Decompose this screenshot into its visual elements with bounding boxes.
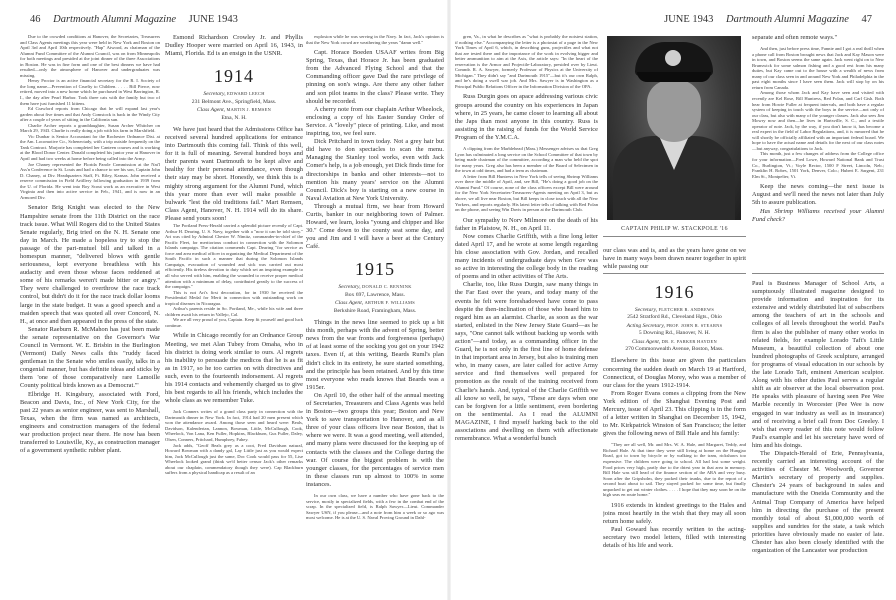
page-gutter: [447, 0, 451, 600]
issue-date-right: JUNE 1943: [664, 14, 714, 25]
right-page-number: 47: [861, 14, 872, 25]
paragraph: The Dispatch-Herald of Erie, Pennsylvania, recently carried an interesting account of the activities of Chester M. Woolworth, Governor Martin's secretary of property and supplies. Chester's 24 years of background in sales and manufacture with the Oneida Community and the Animal Trap Company of America have helped him in directing the purchase of the present monthly total of about $1,000,000 worth of supplies and sundries for the state, a task which priorities have obviously made no easier of late. Chester has also been closely identified with the organization of the Lancaster war production: [752, 449, 884, 555]
photo-caption: CAPTAIN PHILIP W. STACKPOLE '16: [621, 226, 728, 232]
paragraph: Paul is Business Manager of School Arts, a sumptuously illustrated magazine designed to provide information and inspiration for its extensive and widely distributed list of subscribers among the teachers of art in the schools and colleges of all levels throughout the world. Paul's firm is also the publisher of many other works in related fields, for example Lorado Taft's Little Museum, a beautiful collection of about one hundred photographs of Greek sculpture, arranged for programs of visual education in our schools by the late Lorado Taft, eminent American sculptor. Along with his other duties Paul serves a regular shift as air observer at the local observation post. He speaks with pleasure of having seen Pee Wee Marble recently in Worcester (Pee Wee is now engaged in war industry as well as in insurance) and of receiving a brief call from Doc Greeley. I wish that every reader of this note would follow Paul's example and let his secretary have word of him and his doings.: [752, 280, 884, 449]
right-page-header: [654, 14, 882, 25]
paragraph: Jack Conners writes of a grand class party in connection with the Dartmouth dinner in New York. In fact, 1914 had 20 men present which won the attendance award. Among those seen and heard were: Beals, Davidson, Kalenderian, Lannon, Bowman, Little, McCullough, Cook, Wheelock, Von Lana, Ken Fuller, Hopkins, Blackburn, Gus Fuller, Daley, Olsen, Conners, Pritchard, Humphrey, Fahey.: [165, 409, 303, 442]
acting-secretary: Acting Secretary, PROF. JOHN R. STEARNS 5 Downing Rd., Hanover, N. H.: [626, 322, 723, 337]
eagle-insignia-icon: [665, 50, 681, 66]
paragraph: Due to the crowded conditions at Hanover, the Secretaries, Treasurers and Class Agents meetings this year were held in New York and Boston on April 3rd and April 10th respectively. "Hap" Atwood, as chairman of the Alumni Fund Committee of the Alumni Council, was on from Minneapolis for both meetings and presided at the joint dinner of the three Associations in Boston. He was in fine form and one of the best dinners we have had resulted—only the atmosphere of Hanover and undergraduates was missing.: [20, 34, 160, 78]
column-1: [20, 34, 160, 455]
paragraph: Ed Crawford reports from Chicago that he will expand last year's garden about five times and that Andy Comstock is back in the Windy City after a couple of years of sitting in the California sun.: [20, 106, 160, 123]
column-2: [165, 34, 303, 476]
paragraph: Elbridge H. Kingsbury, associated with Ford, Beacon and Davis, Inc., of New York City, for the past 22 years as senior engineer, was sent to Marshall, Texas, when the firm was named as architects, engineers and construction managers of the federal war production project near there. He now has been transferred to Louisville, Ky., as construction manager of a government synthetic rubber plant.: [20, 390, 160, 455]
paragraph: gren, Va., in what he describes as "what is probably the noisiest station, if nothing else." Accompanying the letter is a photostat of a page in the New York Times of April 6, which, in describing guns, projectiles and what not that are tested there and the importance of the work in evolving bigger and better ammunition to aim at the Axis, the article says: "In the heart of the reservation is the Armor and Projectile-Laboratory, presided over by Lieut. Comndr. R. A. Sawyer, formerly Professor of Physics at the University of Michigan." They didn't say "and Dartmouth 1915"—but it's our own Ralph, and he's doing a swell war job. And Mrs. Sawyer is in Washington as a Principal Public Relations Officer in the Information Division of the OPA.: [455, 34, 598, 89]
class-secretary: Secretary, FLETCHER R. ANDREWS 2542 Stratford Rd., Cleveland Hgts., Ohio: [627, 307, 722, 321]
paragraph: Jack adds, "Geoff Beals grey as a coot, Fred Davidson natural, Howard Bowman with a dandy gal, Lay Little just as you would expect him, Jack McCullough just the same, Doc Cook would pass for 55, Lise Wheelock looked grand (think we'd better censor Jack's other remarks about our chaplain, commendatory though they were). Cap Blackburn suffers from a physical handicap as a result of an: [165, 442, 303, 476]
column-3: [306, 34, 444, 521]
paragraph: From Roger Evans comes a clipping from the New York edition of the Shanghai Evening Post and Mercury, issue of April 23. This clipping is in the form of a letter written in Shanghai on December 15, 1942, to Mr. Kirkpatrick Winston of San Francisco; the letter gives the following news of Bill Hale and his family:: [603, 389, 746, 438]
class-secretary: Secretary, EDWARD LEECH 231 Belmont Ave., Springfield, Mass.: [191, 91, 277, 105]
column-5: [603, 280, 746, 550]
column-6: [752, 34, 884, 224]
class-agent: Class Agent, MARTIN J. REMSEN Etna, N. H.: [196, 107, 272, 121]
paragraph: Dick Pritchard in town today. Not a grey hair but did have to don spectacles to scan the menu. Managing the Stanley tool works, even with Jack Comer's help, is a job enough, yet Dick finds time for directorships in banks and other interests—not to mention his many years' service on the Alumni Council. Dick's boy is starting on a new course in Naval Aviation at New York University.: [306, 138, 444, 202]
left-page-header: [20, 14, 248, 25]
paragraph: Charlie Archer reports a granddaughter, Susan Archer Whitcher on March 29, 1943. Charlie is really doing a job with his farm in Marshfield.: [20, 122, 160, 134]
paragraph: Keep the news coming—the next issue is August and we'll need the news not later than July 5th to assure publication.: [752, 183, 884, 207]
class-heading-1915: 1915: [355, 259, 395, 280]
class-agent: Class Agent, DR. E. PARKER HAYDEN 270 Commonwealth Avenue, Boston, Mass.: [625, 338, 724, 353]
paragraph: While in Chicago recently for an Ordnance Group Meeting, we met Alan Tubey from Omaha, who in his district is doing work similar to ours. Al regrets his inability to persuade the medicos that he is as fit as in 1917, so he too carries on with directives and such, even to the fourteenth indorsement. Al regrets his 1914 contacts and vehemently charged us to give his best regards to all his friends, which includes the whole class as we remember Tuke.: [165, 332, 303, 405]
paragraph: Our sympathy to Norv Milmore on the death of his father in Plaistow, N. H., on April 11.: [455, 216, 598, 232]
paragraph: Esmond Richardson Crowley Jr. and Phyllis Dudley Hooper were married on April 16, 1943, in Miami, Florida. Ed is an ensign in the USNR.: [165, 34, 303, 58]
col1-body-text: [20, 204, 160, 455]
paragraph: Paul Goward has recently written to the acting-secretary two model letters, filled with interesting details of his life and work.: [603, 526, 746, 550]
paragraph: 1916 extends in kindest greetings to the Hales and joins most heartily in the wish that they may all soon return home safely.: [603, 501, 746, 526]
left-page-number: 46: [30, 14, 41, 25]
class-agent: Class Agent, ARTHUR F. WILLIAMS Berkshire Road, Framingham, Mass.: [333, 300, 417, 314]
paragraph: Capt. Horace Boeden USAAF writes from Big Spring, Texas, that Horace Jr. has been graduated from the Advanced Flying School and that the Commanding officer gave Dad the rare privilege of pinning on son's wings. Are there any other father and son pilot teams in the class? Please write. They should be recorded.: [306, 49, 444, 105]
class-heading-1916: 1916: [654, 282, 695, 302]
paragraph: This month, just a few changes of address from the College office for your information—Fred Lowe, Howard National Bank and Trust Co., Burlington, Vt.; Voyle Rector, 1500 F Street, Lincoln, Neb.; Franklin H. Robes, 1501 York, Denver, Colo.; Hubert E. Sargent, 231 Elm St., Montpelier, Vt.: [752, 151, 884, 179]
paragraph: Things in the news line seemed to pick up a bit this month, perhaps with the advent of Spring, better news from the war fronts and forgiveness (perhaps) of at least some of the socking you got on your 1942 taxes. Even if, at this writing, Beards Ruml's plan didn't click in its entirety, he sure started something, and the principle has been retained. And by this time most everyone who reads knows that Beards was a 1915er.: [306, 319, 444, 391]
column-4: [455, 34, 598, 443]
closing-note: Has Shrimp Williams received your Alumni Fund check?: [752, 207, 884, 223]
issue-date-left: JUNE 1943: [188, 14, 238, 25]
divider: [752, 273, 884, 274]
magazine-title-left: Dartmouth Alumni Magazine: [53, 14, 177, 25]
paragraph: We have just heard that the Admissions Office has received several hundred applications for entrance into Dartmouth this coming fall. Think of this well, for it is full of meaning. Several hundred boys and their parents want Dartmouth to be kept alive and healthy for their personal attendance, even though their stay may be short. Honestly, we think this is a mighty strong argument for the Alumni Fund, which this year more than ever will make possible a bulwark "lest the old traditions fail." Mart Remsen, Class Agent, Hanover, N. H. 1914 will do its share. Please send yours soon!: [165, 125, 303, 222]
paragraph: A letter from Bill Huntress in New York tells of seeing Shrimp Williams over there the middle of April, and, see Bill, "He's doing a good job on the Alumni Fund." Of course, none of the class officers except Bill were around for the New York Secretaries-Treasurers-Agents meeting on April 3, but as above, we all live near Boston, but Bill keeps in close touch with all the New Yorkers, and reports regularly. His latest letter tells of talking with Red Folan on the phone, and seeing Win Davis in person at the Dartmouth Club.: [455, 173, 598, 213]
divider: [603, 273, 746, 274]
column-5-continuation: [603, 247, 746, 271]
paragraph: And then, just before press time, Fannie and I got a real thrill when a phone call from Boston brought news that Jack and Kay Mason were in town, and Boston seems the same again. Jack went right on to New Brunswick for some salmon fishing and a good rest from his many duties, but Kay came out to the house with a wealth of news from many of our class seen in and around New York and Philadelphia in the past eight months since I have seen them. Jack will stop by on his return from Canada.: [752, 46, 884, 90]
paragraph: This is not Art's first decoration, for in 1930 he received the Presidential Medal for Merit in connection with outstanding work on tropical diseases in Nicaragua.: [165, 289, 303, 306]
paragraph: On April 10, the other half of the annual meeting of Secretaries, Treasurers and Class Agents was held in Boston—two groups this year; Boston and New York to save transportation to Hanover, and as all three of your class officers live near Boston, that is where we were. It was a good meeting, well attended, and many plans were discussed for the keeping up of contacts with the classes and the College during the war. Of course the biggest problem is with the younger classes, for the percentages of service men in these classes run up almost to 100% in some instances.: [306, 391, 444, 488]
portrait-photo: [607, 36, 741, 220]
paragraph: Russ Durgin goes on apace addressing various civic groups around the country on his experiences in Japan where, in 25 years, he came closer to learning all about the Japs than most anyone in this country. Russ is assisting in the raising of funds for the World Service Program of the Y.M.C.A.: [455, 93, 598, 141]
paragraph: Elsewhere in this issue are given the particulars concerning the sudden death on March 19 at Hartford, Connecticut, of Douglas Morey, who was a member of our class for the years 1912-1914.: [603, 357, 746, 389]
divider: [603, 236, 746, 237]
paragraph: Now comes Charlie Griffith, with a fine long letter dated April 17, and he wrote at some length regarding his close association with Gov. Jordan, and recalled many incidents of undergraduate days when Gov was so active in interesting the college body in the reading of poems and in other activities of The Arts.: [455, 232, 598, 281]
paragraph: Among those whom Jack and Kay have seen and visited with recently are Kel Rose, Bill Huntress, Red Folan, and Carl Gish. Both hear from Howie Fuller at frequent intervals, and both have a regular system of keeping in touch with the boys in the service—not only of our class, but also with many of the younger classes. Jack also sees Jim Mowry now and then—he lives in Hartsville, S. C., and a textile operator of note. Jack, by the way, if you don't know it, has become a real expert in the field of Labor Regulations, and, it is rumored that he will shortly be officially affiliated with an important federal board. We hope to have the actual name and details for the next of our class notes—but anyway, congratulations to Jack.: [752, 90, 884, 151]
paragraph: "They are all well, Mr. and Mrs. W. A. Hale, and Margaret, Teddy, and Richard Hale. At that time they were still living at home on the Hungjao Road, got to town by bicycle or by walking to the tram, rickshaws too expensive. The children were going to school. All had lost some weight. Food prices very high, partly due to the driest year in that area in memory. Bill Hale was still head of the finance section of the ARA and very busy. Soon after the Gripsholm, they packed their trunks, due to the report of a second boat about to sail. They stayed packed for some time, but finally unpacked to get out winter clothes. . . . . I hope that they may soon be on the high seas en route home.": [603, 442, 746, 498]
paragraph: Senator Brig Knight was elected to the New Hampshire senate from the 11th District on the race track issue. What Will Rogers did to the United States Senate regularly, Brig tried on the N. H. Senate one day in March. He made a hopeless try to stop the passage of the pari-mutuel bill and talked in a homespun manner, "delivered blows with gentle seriousness, kept everyone breathless with his audacity and even those whose faces reddened at some of his remarks weren't made bitter or angry." They were challenged to overthrow the race track control, but didn't do it for the race track dollar looms large in the state budget. It was a good speech and a maiden speech that was quoted all over Concord, N. H., at once and then appeared in the press of the state.: [20, 204, 160, 325]
column-6-lower: [752, 280, 884, 555]
paragraph: A cherry note from our chaplain Arthur Wheelock, enclosing a copy of his Easter Sunday Order of Service. A "lovely" piece of printing. Like, and most inspiring, too, we feel sure.: [306, 105, 444, 138]
paragraph: We are all very proud of you, Captain. Keep fit yourself and good luck continue.: [165, 317, 303, 328]
paragraph: In our own class, we have a number who have gone back to the service, mostly in specialized fields, with a few in the combat end of the scrap. In the specialized field, is Ralph Sawyer—Lieut. Commander Sawyer USN, if you please—and a note from him a week or so ago was most welcome. He is at the U. S. Naval Proving Ground in Dahl-: [306, 493, 444, 521]
class-heading-1914: 1914: [214, 66, 254, 87]
paragraph: Joe Chaney represented the Florida Parole Commission at the Nat'l Ass'n Conference in St. Louis and had a chance to see his son, Captain John D. Chaney, at Div. Headquarters Staff, Ft. Riley, Kansas. John received a reserve commission in Field Artillery following graduation in 1939 from the U. of Florida. He went into Boy Scout work as an executive in West Virginia and then into active service in Feb., 1941, and is now in an Armored Div.: [20, 161, 160, 200]
paragraph: Senator Raeburn R. McMahon has just been made the senate representative on the Governor's War Council in Vermont. W. E. Brisbin in the Burlington (Vermont) Daily News calls this "ruddy faced gentleman in the Senate who smiles easily, talks in a congenial manner, but has definite ideas and sticks by them 'one of those comparatively rare Lamoille County political birds known as a Democrat.'": [20, 325, 160, 390]
paragraph: explosion while he was serving in the Navy. In fact, Jack's opinion is that the New York crowd are weathering the years "damn well.": [306, 34, 444, 45]
paragraph: our class was and is, and as the years have gone on we have in many ways been drawn nearer together in spirit while passing our: [603, 247, 746, 271]
col1-small-text: [20, 34, 160, 200]
magazine-title-right: Dartmouth Alumni Magazine: [725, 14, 849, 25]
paragraph: separate and often remote ways.": [752, 34, 838, 41]
class-secretary: Secretary, DONALD C. BENNINK Box 697, Lawrence, Mass.: [338, 284, 412, 298]
paragraph: Vic Dunbar is Senior Accountant for the Rochester Ordnance Dist. at the Am. Locomotive Co., Schenectady, with a trip outside frequently on the Tank Contract. Marjorie has completed her Canteen courses and is working at the Blood Donor Center. Donald completed his junior year at Hanover in April and had two weeks at home before being called into the Army.: [20, 133, 160, 162]
paragraph: Henry Proctor is an active financial secretary for the R. I. Society of the long name—Prevention of Cruelty to Children. . . . . Bill Pierce, now retired, moved into a new home which he purchased in West Barrington, R. I., the day after Pearl Harbor. Took three cats with the family but two of them have just furnished 11 kittens.: [20, 78, 160, 106]
paragraph: Arthur's parents reside in So. Portland, Me., while his wife and three children await his return in Vallejo, Cal.: [165, 306, 303, 317]
paragraph: Charlie, too, like Russ Durgin, saw many things in the Far East over the years, and today many of the events he felt were foreshadowed have come to pass despite the then-inclination of those who heard him to regard him as an alarmist. Charlie, as soon as the war started, enlisted in the New Jersey State Guard—as he says, "One cannot talk without backing up words with action"—and today, as a commanding officer in the Guard, he is not only in the first line of home defense in that important area in Jersey, but also is training men who, in many cases, are later called for active Army service and find themselves well prepared for promotion as the result of the training received from Charlie's hands. And, typical of the Charlie Griffith we all know so well, he says, "These are days when one can be forgiven for a little sentiment, even bordering on the sentimental. As I read the ALUMNI MAGAZINE, I find myself harking back to the old associations and dwelling on them with affectionate remembrance. What a wonderful bunch: [455, 281, 598, 443]
paragraph: A clipping from the Marblehead (Mass.) Messenger advises us that Greg Lyon has culminated a long service on the School Committee of that town by being made chairman of the committee, according a man who held the spot for many years. Greg also has been a member of the Board of Selectmen in the town at odd times, and had a term as chairman.: [455, 146, 598, 174]
paragraph: Through a mutual firm, we hear from Howard Curtis, banker in our neighboring town of Palmer. Howard, we learn, looks "young and chipper and like 30." Come down to the county seat some day, and you and Jim and I will have a beer at the Century Café.: [306, 202, 444, 251]
paragraph: The Portland Press-Herald carried a splendid picture recently of Capt. Arthur H. Dearing, U. S. Navy, together with a "now it can be told story." Art was cited by Admiral Chester W. Nimitz, commander-in-chief of the Pacific Fleet, for meritorious conduct in connection with the Solomon Islands campaign. The citation commends Capt. Dearing "for service as force and area medical officer in organizing the Medical Department of the South Pacific in such a manner that during the Solomon Islands Campaign, evacuation of wounded and sick was carried out most efficiently. His tireless devotion to duty which set an inspiring example to all who served with him, enabling the wounded to receive proper medical attention with a minimum of delay, contributed greatly to the success of the campaign.": [165, 223, 303, 290]
